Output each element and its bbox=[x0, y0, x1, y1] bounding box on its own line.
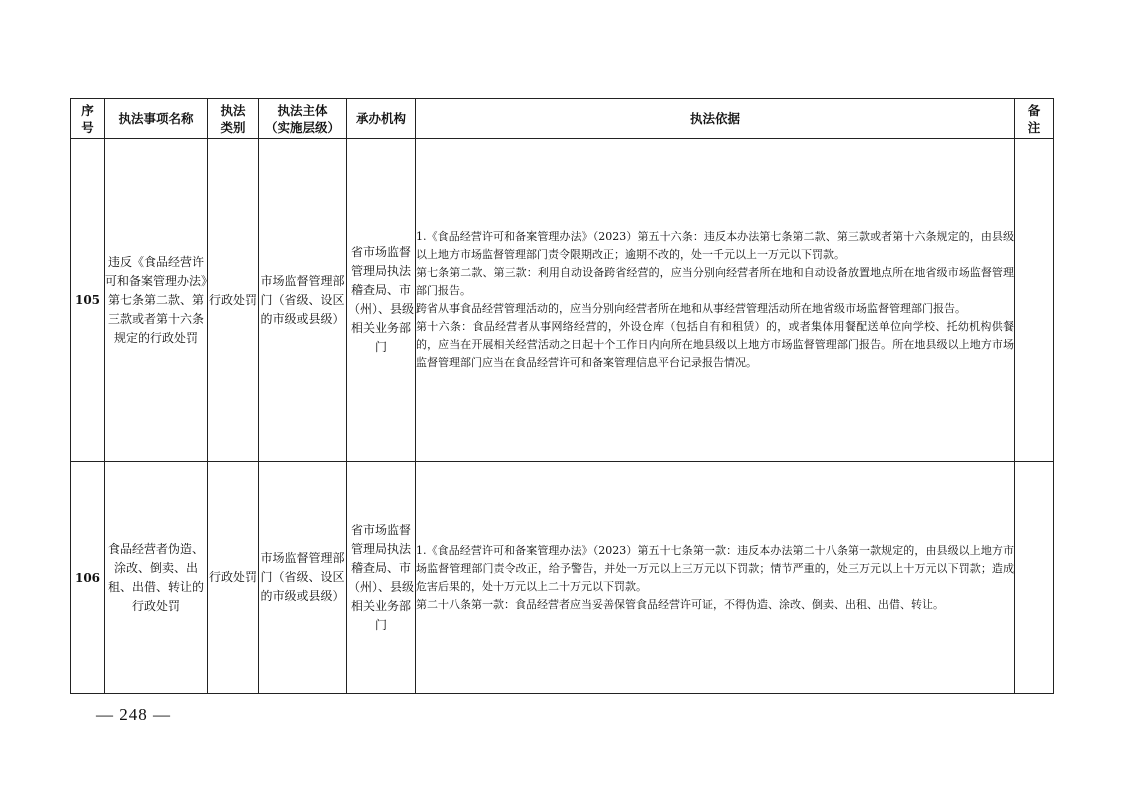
row-basis bbox=[416, 139, 1015, 462]
row-agency: 省市场监督管理局执法稽查局、市（州）、县级相关业务部门 bbox=[347, 462, 416, 694]
row-subject: 市场监督管理部门（省级、设区的市级或县级） bbox=[259, 139, 347, 462]
header-subject: 执法主体 （实施层级） bbox=[259, 99, 347, 139]
row-category: 行政处罚 bbox=[208, 462, 259, 694]
table-row bbox=[71, 139, 1054, 462]
table-header-row bbox=[71, 99, 1054, 139]
row-subject: 市场监督管理部门（省级、设区的市级或县级） bbox=[259, 462, 347, 694]
header-basis: 执法依据 bbox=[416, 99, 1015, 139]
basis-paragraph: 跨省从事食品经营管理活动的，应当分别向经营者所在地和从事经营管理活动所在地省级市场监督管理部门报告。 bbox=[416, 302, 966, 315]
row-item-name: 违反《食品经营许可和备案管理办法》第七条第二款、第三款或者第十六条规定的行政处罚 bbox=[105, 139, 208, 462]
row-basis bbox=[416, 462, 1015, 694]
basis-paragraph: 第二十八条第一款：食品经营者应当妥善保管食品经营许可证，不得伪造、涂改、倒卖、出租、出借、转让。 bbox=[416, 597, 944, 611]
header-seq: 序 号 bbox=[71, 99, 105, 139]
row-seq: 106 bbox=[71, 462, 105, 694]
row-category: 行政处罚 bbox=[208, 139, 259, 462]
header-item-name: 执法事项名称 bbox=[105, 99, 208, 139]
basis-paragraph: 1.《食品经营许可和备案管理办法》（2023）第五十七条第一款：违反本办法第二十八条第一款规定的，由县级以上地方市场监督管理部门责令改正，给予警告，并处一万元以上三万元以下罚款；情节严重的，处三万元以上十万元以下罚款；造成危害后果的，处十万元以上二十万元以下罚款。 bbox=[416, 543, 1014, 593]
row-agency: 省市场监督管理局执法稽查局、市（州）、县级相关业务部门 bbox=[347, 139, 416, 462]
row-remarks bbox=[1015, 139, 1054, 462]
header-agency: 承办机构 bbox=[347, 99, 416, 139]
basis-paragraph: 第十六条：食品经营者从事网络经营的，外设仓库（包括自有和租赁）的，或者集体用餐配送单位向学校、托幼机构供餐的，应当在开展相关经营活动之日起十个工作日内向所在地县级以上地方市场监督管理部门报告。所在地县级以上地方市场监督管理部门应当在食品经营许可和备案管理信息平台记录报告情况。 bbox=[416, 320, 1014, 369]
basis-paragraph: 1.《食品经营许可和备案管理办法》（2023）第五十六条：违反本办法第七条第二款、第三款或者第十六条规定的，由县级以上地方市场监督管理部门责令限期改正；逾期不改的，处一千元以上一万元以下罚款。 bbox=[416, 230, 1014, 261]
basis-paragraph: 第七条第二款、第三款：利用自动设备跨省经营的，应当分别向经营者所在地和自动设备放置地点所在地省级市场监督管理部门报告。 bbox=[416, 266, 1014, 297]
row-seq: 105 bbox=[71, 139, 105, 462]
row-remarks bbox=[1015, 462, 1054, 694]
enforcement-items-table bbox=[70, 98, 1054, 694]
header-remarks: 备 注 bbox=[1015, 99, 1054, 139]
table-row bbox=[71, 462, 1054, 694]
row-item-name: 食品经营者伪造、涂改、倒卖、出租、出借、转让的行政处罚 bbox=[105, 462, 208, 694]
page-number: — 248 — bbox=[96, 705, 171, 724]
header-category: 执法 类别 bbox=[208, 99, 259, 139]
